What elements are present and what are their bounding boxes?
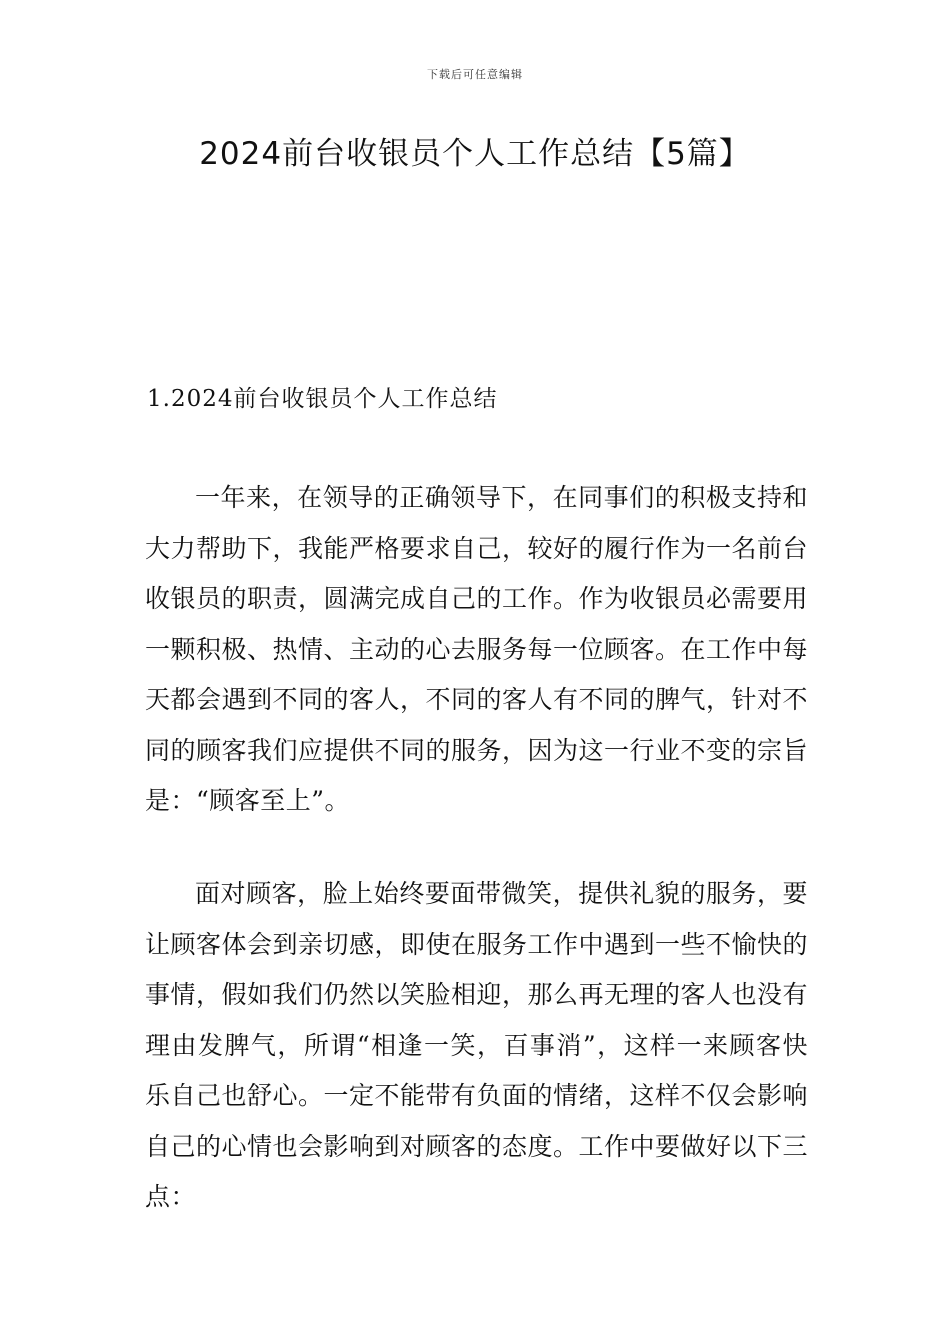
document-title: 2024前台收银员个人工作总结【5篇】 — [199, 136, 751, 172]
section-heading: 1.2024前台收银员个人工作总结 — [147, 386, 498, 412]
body-paragraph-1: 一年来，在领导的正确领导下，在同事们的积极支持和大力帮助下，我能严格要求自己，较好的履行作为一名前台收银员的职责，圆满完成自己的工作。作为收银员必需要用一颗积极、热情、主动的心去服务每一位顾客。在工作中每天都会遇到不同的客人，不同的客人有不同的脾气，针对不同的顾客我们应提供不同的服务，因为这一行业不变的宗旨是：“顾客至上”。 — [145, 483, 809, 815]
body-paragraph-2: 面对顾客，脸上始终要面带微笑，提供礼貌的服务，要让顾客体会到亲切感，即使在服务工作中遇到一些不愉快的事情，假如我们仍然以笑脸相迎，那么再无理的客人也没有理由发脾气，所谓“相逢一笑，百事消”，这样一来顾客快乐自己也舒心。一定不能带有负面的情绪，这样不仅会影响自己的心情也会影响到对顾客的态度。工作中要做好以下三点： — [145, 879, 809, 1211]
header-note: 下载后可任意编辑 — [427, 68, 523, 81]
